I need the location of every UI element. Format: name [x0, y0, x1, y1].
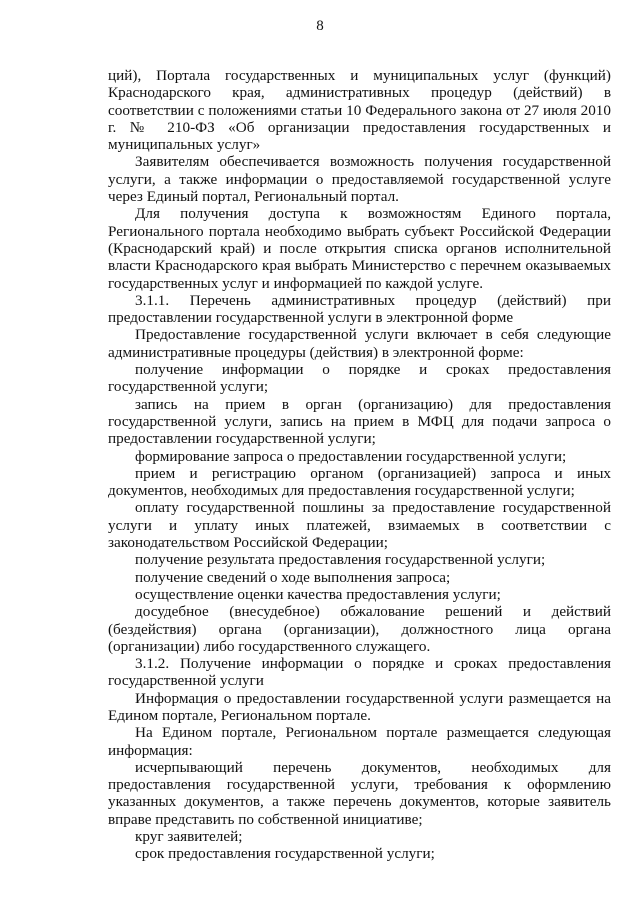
list-item: срок предоставления государственной услуги;	[135, 845, 435, 863]
paragraph: ций), Портала государственных и муниципальных услуг (функций) Краснодарского края, административных процедур (действий) в соответствии с положениями статьи 10 Федерального закона от 27 июля 2010 г. № 210-ФЗ «Об организации предоставления государственных и муниципальных услуг»	[108, 67, 611, 154]
section-heading: 3.1.1. Перечень административных процедур (действий) при предоставлении государственной услуги в электронной форме	[108, 291, 611, 327]
section-heading: 3.1.2. Получение информации о порядке и сроках предоставления государственной услуги	[108, 655, 611, 690]
list-item: прием и регистрацию органом (организацией) запроса и иных документов, необходимых для предоставления государственной услуги;	[108, 464, 611, 500]
list-item: исчерпывающий перечень документов, необходимых для предоставления государственной услуги, требования к оформлению указанных документов, а также перечень документов, которые заявитель вправе представить по собственной инициативе;	[108, 758, 611, 828]
paragraph: Для получения доступа к возможностям Единого портала, Регионального портала необходимо выбрать субъект Российской Федерации (Краснодарский край) и после открытия списка органов исполнительной власти Краснодарского края выбрать Министерство с перечнем оказываемых государственных услуг и информацией по каждой услуге.	[108, 205, 611, 292]
list-item: получение сведений о ходе выполнения запроса;	[135, 568, 451, 586]
page-number: 8	[316, 18, 324, 34]
list-item: формирование запроса о предоставлении государственной услуги;	[135, 447, 567, 465]
list-item: осуществление оценки качества предоставления услуги;	[135, 585, 501, 603]
list-item: круг заявителей;	[135, 828, 243, 846]
list-item: оплату государственной пошлины за предоставление государственной услуги и уплату иных платежей, взимаемых в соответствии с законодательством Российской Федерации;	[108, 499, 611, 552]
paragraph: Предоставление государственной услуги включает в себя следующие административные процедуры (действия) в электронной форме:	[108, 326, 611, 361]
list-item: получение результата предоставления государственной услуги;	[135, 551, 546, 569]
paragraph: Информация о предоставлении государственной услуги размещается на Едином портале, Региональном портале.	[108, 689, 611, 724]
list-item: получение информации о порядке и сроках предоставления государственной услуги;	[108, 361, 611, 396]
list-item: запись на прием в орган (организацию) для предоставления государственной услуги, запись на прием в МФЦ для подачи запроса о предоставлении государственной услуги;	[108, 395, 611, 448]
document-body	[108, 67, 611, 863]
list-item: досудебное (внесудебное) обжалование решений и действий (бездействия) органа (организации), должностного лица органа (организации) либо государственного служащего.	[108, 603, 611, 655]
paragraph: На Едином портале, Региональном портале размещается следующая информация:	[108, 724, 611, 759]
paragraph: Заявителям обеспечивается возможность получения государственной услуги, а также информации о предоставляемой государственной услуге через Единый портал, Региональный портал.	[108, 153, 611, 206]
